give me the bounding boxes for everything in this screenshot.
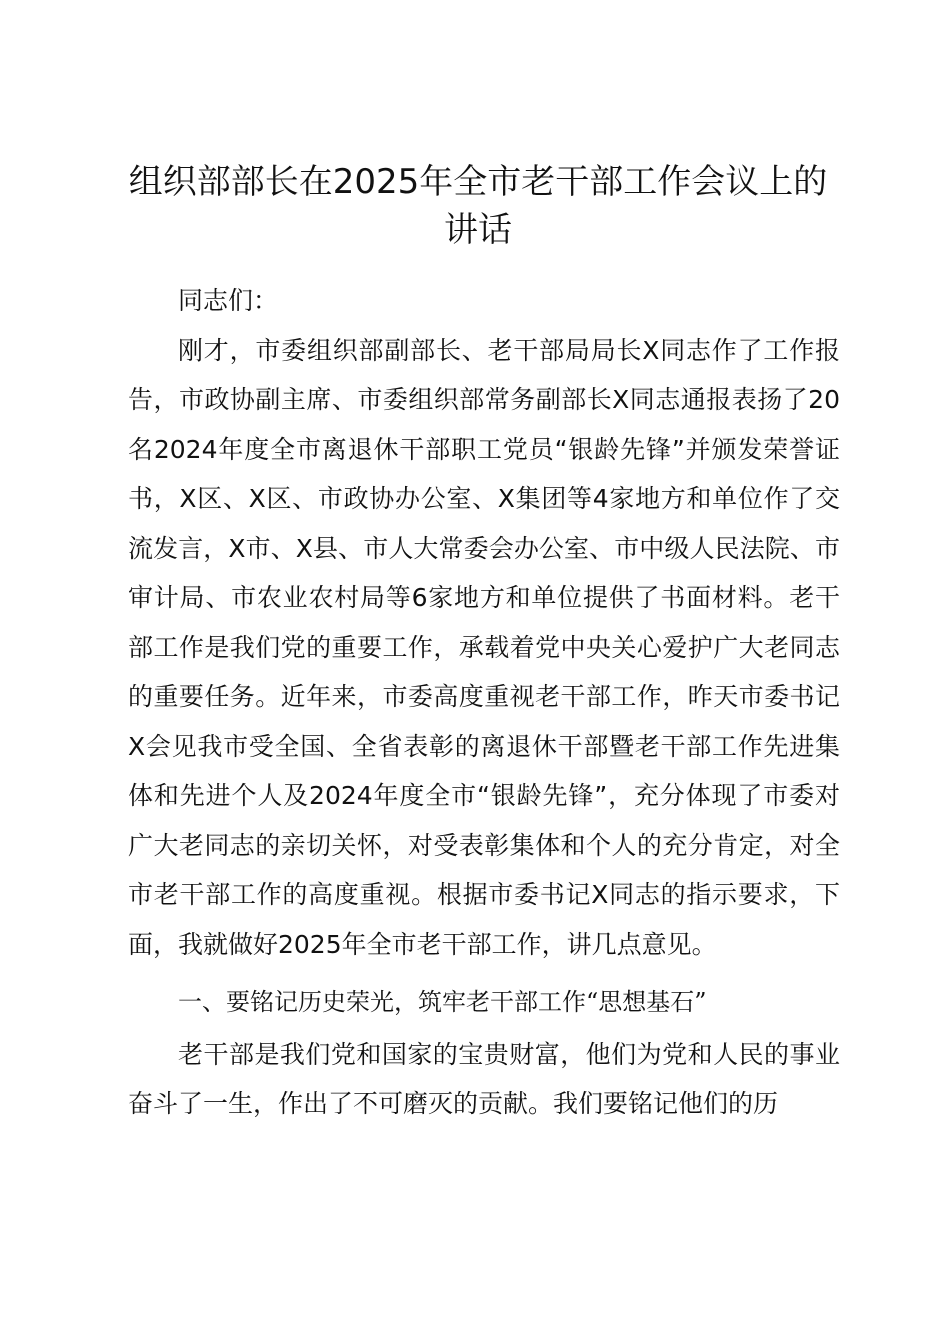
document-body (128, 276, 840, 1129)
paragraph: 老干部是我们党和国家的宝贵财富，他们为党和人民的事业奋斗了一生，作出了不可磨灭的贡献。我们要铭记他们的历 (128, 1039, 840, 1118)
paragraph: 刚才，市委组织部副部长、老干部局局长X同志作了工作报告，市政协副主席、市委组织部常务副部长X同志通报表扬了20名2024年度全市离退休干部职工党员“银龄先锋”并颁发荣誉证书，X区、X区、市政协办公室、X集团等4家地方和单位作了交流发言，X市、X县、市人大常委会办公室、市中级人民法院、市审计局、市农业农村局等6家地方和单位提供了书面材料。老干部工作是我们党的重要工作，承载着党中央关心爱护广大老同志的重要任务。近年来，市委高度重视老干部工作，昨天市委书记X会见我市受全国、全省表彰的离退休干部暨老干部工作先进集体和先进个人及2024年度全市“银龄先锋”，充分体现了市委对广大老同志的亲切关怀，对受表彰集体和个人的充分肯定，对全市老干部工作的高度重视。根据市委书记X同志的指示要求，下面，我就做好2025年全市老干部工作，讲几点意见。 (128, 335, 840, 959)
salutation: 同志们： (178, 286, 279, 315)
document-title: 组织部部长在2025年全市老干部工作会议上的讲话 (128, 162, 828, 250)
section-heading: 一、要铭记历史荣光，筑牢老干部工作“思想基石” (178, 988, 707, 1016)
